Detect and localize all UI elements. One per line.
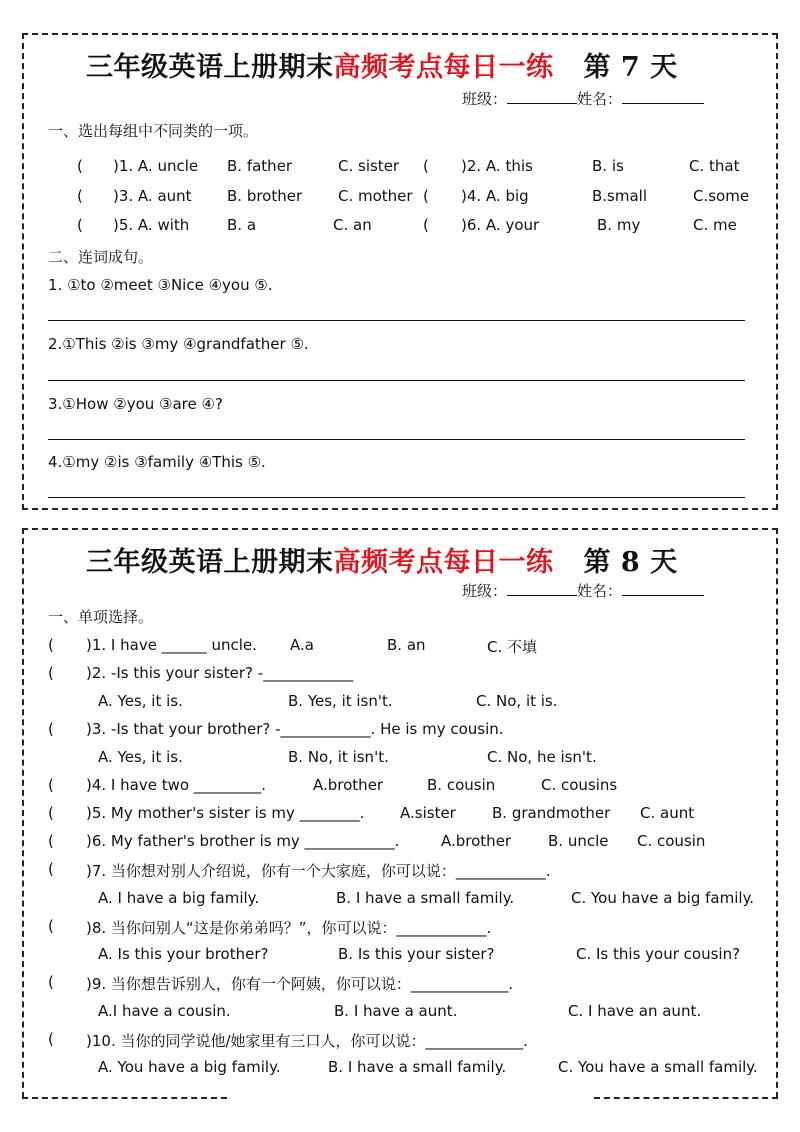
paren: (: [48, 720, 54, 738]
option-a: A.a: [290, 636, 314, 654]
class-name-line: [462, 580, 704, 601]
paren: (: [423, 187, 429, 205]
option: )4. A. big: [461, 187, 529, 205]
option-b: B. I have a small family.: [336, 889, 515, 907]
bottom-border-right: [594, 1097, 778, 1099]
answer-line[interactable]: [48, 497, 745, 498]
title-red: 高频考点每日一练: [333, 547, 554, 578]
option: B. father: [227, 157, 293, 175]
title-black: 三年级英语上册期末: [86, 547, 334, 578]
option-c: C. No, he isn't.: [487, 748, 597, 766]
question-stem: )7. 当你想对别人介绍说，你有一个大家庭，你可以说：____________.: [86, 862, 551, 880]
option-b: B. No, it isn't.: [288, 748, 389, 766]
paren: (: [423, 157, 429, 175]
paren: (: [48, 973, 54, 991]
option: B. brother: [227, 187, 303, 205]
option-a: A. You have a big family.: [98, 1058, 281, 1076]
option: )6. A. your: [461, 216, 540, 234]
title-black: 三年级英语上册期末: [86, 52, 334, 83]
option: B.small: [592, 187, 648, 205]
sentence-words-1: 1. ①to ②meet ③Nice ④you ⑤.: [48, 276, 273, 294]
option: C. sister: [338, 157, 400, 175]
option: B. my: [597, 216, 641, 234]
class-label: 班级：: [462, 582, 508, 600]
section-heading: 一、单项选择。: [48, 608, 154, 626]
option-a: A. Is this your brother?: [98, 945, 269, 963]
option-c: C. 不填: [487, 638, 538, 656]
option-b: B. Is this your sister?: [338, 945, 495, 963]
option-c: C. Is this your cousin?: [576, 945, 741, 963]
option: C. an: [333, 216, 372, 234]
option-c: C. You have a small family.: [558, 1058, 758, 1076]
question-stem: )5. My mother's sister is my ________.: [86, 804, 365, 822]
question-stem: )8. 当你问别人“这是你弟弟吗？”，你可以说：____________.: [86, 919, 492, 937]
option: C. mother: [338, 187, 413, 205]
name-blank[interactable]: [622, 581, 704, 596]
name-blank[interactable]: [622, 89, 704, 104]
paren: (: [48, 776, 54, 794]
bottom-border-left: [22, 1097, 227, 1099]
option-a: A. I have a big family.: [98, 889, 260, 907]
question-stem: )9. 当你想告诉别人，你有一个阿姨，你可以说：_____________.: [86, 975, 514, 993]
paren: (: [48, 860, 54, 878]
sentence-words-3: 3.①How ②you ③are ④?: [48, 395, 223, 413]
option-b: B. uncle: [548, 832, 609, 850]
option-c: C. No, it is.: [476, 692, 558, 710]
option-c: C. cousin: [637, 832, 706, 850]
sentence-words-4: 4.①my ②is ③family ④This ⑤.: [48, 453, 266, 471]
title-day: 第 7 天: [583, 52, 678, 83]
option-a: A. Yes, it is.: [98, 748, 183, 766]
paren: (: [77, 187, 83, 205]
option-c: C. aunt: [640, 804, 695, 822]
question-stem: )10. 当你的同学说他/她家里有三口人，你可以说：_____________.: [86, 1032, 528, 1050]
option: B. a: [227, 216, 257, 234]
option-c: C. cousins: [541, 776, 618, 794]
title-red: 高频考点每日一练: [333, 52, 554, 83]
class-name-line: [462, 88, 704, 109]
option-a: A.I have a cousin.: [98, 1002, 231, 1020]
option: C. that: [689, 157, 740, 175]
option-b: B. grandmother: [492, 804, 611, 822]
section-heading: 一、选出每组中不同类的一项。: [48, 122, 259, 140]
option: B. is: [592, 157, 624, 175]
question-stem: )1. I have ______ uncle.: [86, 636, 257, 654]
paren: (: [48, 832, 54, 850]
option-c: C. You have a big family.: [571, 889, 755, 907]
name-label: 姓名：: [577, 90, 623, 108]
paren: (: [77, 157, 83, 175]
paren: (: [48, 636, 54, 654]
paren: (: [48, 1030, 54, 1048]
option: C. me: [693, 216, 737, 234]
title-day8: [86, 540, 678, 579]
question-stem: )2. -Is this your sister? -____________: [86, 664, 354, 682]
option: C.some: [693, 187, 750, 205]
class-blank[interactable]: [507, 581, 577, 596]
paren: (: [48, 664, 54, 682]
section-heading: 二、连词成句。: [48, 248, 154, 266]
name-label: 姓名：: [577, 582, 623, 600]
option: )1. A. uncle: [113, 157, 199, 175]
paren: (: [48, 917, 54, 935]
option-b: B. I have a aunt.: [334, 1002, 458, 1020]
question-stem: )6. My father's brother is my ____________.: [86, 832, 400, 850]
option: )5. A. with: [113, 216, 190, 234]
class-blank[interactable]: [507, 89, 577, 104]
option-a: A. Yes, it is.: [98, 692, 183, 710]
sentence-words-2: 2.①This ②is ③my ④grandfather ⑤.: [48, 335, 309, 353]
answer-line[interactable]: [48, 380, 745, 381]
option-b: B. an: [387, 636, 426, 654]
option-a: A.brother: [313, 776, 384, 794]
option-b: B. I have a small family.: [328, 1058, 507, 1076]
option-b: B. cousin: [427, 776, 496, 794]
title-day7: [86, 45, 678, 84]
option-a: A.sister: [400, 804, 456, 822]
question-stem: )3. -Is that your brother? -____________. He is my cousin.: [86, 720, 504, 738]
question-stem: )4. I have two _________.: [86, 776, 267, 794]
paren: (: [423, 216, 429, 234]
paren: (: [77, 216, 83, 234]
class-label: 班级：: [462, 90, 508, 108]
answer-line[interactable]: [48, 320, 745, 321]
option-b: B. Yes, it isn't.: [288, 692, 393, 710]
option: )3. A. aunt: [113, 187, 192, 205]
answer-line[interactable]: [48, 439, 745, 440]
option: )2. A. this: [461, 157, 533, 175]
option-c: C. I have an aunt.: [568, 1002, 702, 1020]
option-a: A.brother: [441, 832, 512, 850]
title-day: 第 8 天: [583, 547, 678, 578]
paren: (: [48, 804, 54, 822]
